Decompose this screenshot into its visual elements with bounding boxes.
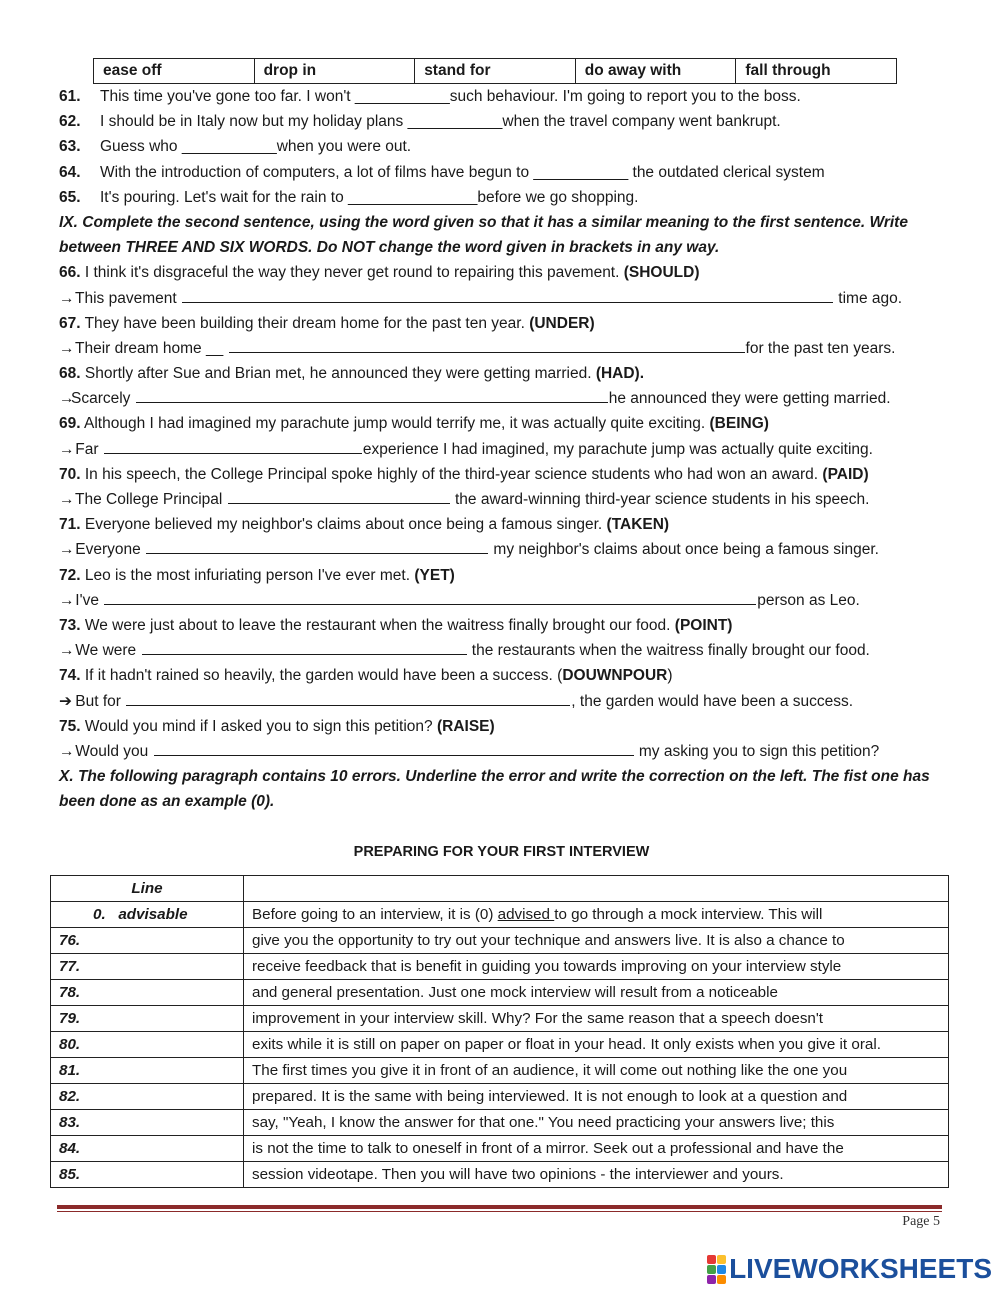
passage-line[interactable]: prepared. It is the same with being interviewed. It is not enough to look at a question and [244,1084,949,1110]
word-option: drop in [254,59,415,84]
question-71: 71. Everyone believed my neighbor's claims about once being a famous singer. (TAKEN) [59,516,670,534]
arrow-icon: → [59,642,75,660]
word-option: stand for [415,59,576,84]
example-answer: advisable [118,906,188,923]
logo-text: LIVEWORKSHEETS [729,1253,992,1284]
answer-line[interactable] [182,287,833,303]
table-row [51,1110,949,1136]
answer-73: → We were the restaurants when the waitress finally brought our food. [59,638,944,663]
answer-line[interactable] [229,337,745,353]
error-correction-table [50,875,949,1188]
answer-line[interactable] [154,740,634,756]
section-10-instruction: X. The following paragraph contains 10 errors. Underline the error and write the correction on the left. The fist one has been done as an example (0). [59,768,930,811]
question-74: 74. If it hadn't rained so heavily, the garden would have been a success. (DOUWNPOUR) [59,667,673,685]
footer-rule [57,1205,942,1209]
arrow-icon: → [59,440,75,458]
word-option: fall through [736,59,897,84]
answer-line[interactable] [104,589,756,605]
answer-line[interactable] [142,639,467,655]
arrow-icon: → [59,491,75,509]
arrow-icon: → [59,541,75,559]
arrow-icon: → [59,339,75,357]
passage-line[interactable]: receive feedback that is benefit in guiding you towards improving on your interview style [244,954,949,980]
passage-line[interactable]: give you the opportunity to try out your technique and answers live. It is also a chance to [244,928,949,954]
answer-line[interactable] [146,538,488,554]
line-number[interactable]: 85. [51,1162,244,1188]
passage-line[interactable]: is not the time to talk to oneself in front of a mirror. Seek out a professional and have the [244,1136,949,1162]
answer-74: ➔ But for , the garden would have been a success. [59,689,944,714]
table-row-example [51,902,949,928]
question-67: 67. They have been building their dream home for the past ten year. (UNDER) [59,314,595,332]
question-73: 73. We were just about to leave the restaurant when the waitress finally brought our food. (POINT) [59,616,733,634]
question-66: 66. I think it's disgraceful the way they never get round to repairing this pavement. (SHOULD) [59,264,700,282]
answer-line[interactable] [104,438,362,454]
section-9-instruction: IX. Complete the second sentence, using the word given so that it has a similar meaning to the first sentence. Write between THREE AND SIX WORDS. Do NOT change the word given in brackets in any way. [59,213,908,257]
logo-blocks-icon [707,1255,726,1284]
arrow-icon: → [59,742,75,760]
question-65: 65. It's pouring. Let's wait for the rain to _______________before we go shopping. [59,188,639,206]
passage-line[interactable]: improvement in your interview skill. Why? For the same reason that a speech doesn't [244,1006,949,1032]
answer-blank[interactable]: ___________ [533,163,629,181]
word-option: do away with [575,59,736,84]
line-number[interactable]: 81. [51,1058,244,1084]
answer-66: → This pavement time ago. [59,286,944,311]
arrow-icon: → [59,390,75,408]
table-row [51,1006,949,1032]
answer-line[interactable] [228,488,450,504]
exercise-content [59,84,944,865]
passage-line[interactable]: session videotape. Then you will have two opinions - the interviewer and yours. [244,1162,949,1188]
answer-blank[interactable]: ___________ [407,113,503,131]
line-column-header: Line [51,876,244,902]
word-option: ease off [94,59,255,84]
text-column-header [244,876,949,902]
passage-title: PREPARING FOR YOUR FIRST INTERVIEW [353,843,650,860]
question-61: 61. This time you've gone too far. I won't ___________such behaviour. I'm going to report you to the boss. [59,88,801,105]
arrow-icon: → [59,289,75,307]
answer-72: → I've person as Leo. [59,588,944,613]
arrow-icon: → [59,591,75,609]
passage-line: Before going to an interview, it is (0) advised to go through a mock interview. This will [244,902,949,928]
question-75: 75. Would you mind if I asked you to sign this petition? (RAISE) [59,717,495,735]
answer-line[interactable] [136,387,608,403]
question-72: 72. Leo is the most infuriating person I've ever met. (YET) [59,566,455,584]
table-row [51,980,949,1006]
arrow-icon: ➔ [59,692,72,710]
answer-71: → Everyone my neighbor's claims about once being a famous singer. [59,537,944,562]
line-number[interactable]: 83. [51,1110,244,1136]
table-row [51,954,949,980]
answer-blank[interactable]: ___________ [354,88,450,105]
passage-line[interactable]: and general presentation. Just one mock interview will result from a noticeable [244,980,949,1006]
table-row [51,1162,949,1188]
line-cell: 0. advisable [51,902,244,928]
word-box [93,58,897,84]
page-number: Page 5 [902,1214,940,1229]
line-number[interactable]: 76. [51,928,244,954]
line-number[interactable]: 77. [51,954,244,980]
answer-75: → Would you my asking you to sign this petition? [59,739,944,764]
table-row [51,1058,949,1084]
question-69: 69. Although I had imagined my parachute jump would terrify me, it was actually quite exciting. (BEING) [59,415,769,433]
passage-line[interactable]: The first times you give it in front of an audience, it will come out nothing like the one you [244,1058,949,1084]
question-62: 62. I should be in Italy now but my holiday plans ___________when the travel company went bankrupt. [59,113,781,131]
question-68: 68. Shortly after Sue and Brian met, he announced they were getting married. (HAD). [59,365,645,383]
table-header [51,876,949,902]
liveworksheets-logo[interactable] [707,1253,992,1285]
answer-67: → Their dream home __ for the past ten years. [59,336,944,361]
line-number[interactable]: 82. [51,1084,244,1110]
line-number[interactable]: 84. [51,1136,244,1162]
table-row [51,928,949,954]
line-number[interactable]: 79. [51,1006,244,1032]
table-row [51,1136,949,1162]
question-63: 63. Guess who ___________when you were out. [59,138,412,156]
underlined-error: advised [497,906,555,923]
answer-blank[interactable]: ___________ [181,138,277,156]
question-70: 70. In his speech, the College Principal spoke highly of the third-year science students who had won an award. (PAID) [59,465,869,483]
question-64: 64. With the introduction of computers, a lot of films have begun to ___________ the outdated clerical system [59,163,825,181]
table-row [51,1032,949,1058]
passage-line[interactable]: say, "Yeah, I know the answer for that one." You need practicing your answers live; this [244,1110,949,1136]
footer-rule-thin [57,1211,942,1212]
answer-blank[interactable]: _______________ [348,188,478,206]
line-number[interactable]: 78. [51,980,244,1006]
answer-line[interactable] [126,690,570,706]
table-row [51,1084,949,1110]
passage-line[interactable]: exits while it is still on paper on paper or float in your head. It only exists when you give it oral. [244,1032,949,1058]
line-number[interactable]: 80. [51,1032,244,1058]
answer-69: → Far experience I had imagined, my parachute jump was actually quite exciting. [59,437,944,462]
answer-68: →Scarcely he announced they were getting married. [59,386,944,411]
answer-70: → The College Principal the award-winning third-year science students in his speech. [59,487,944,512]
